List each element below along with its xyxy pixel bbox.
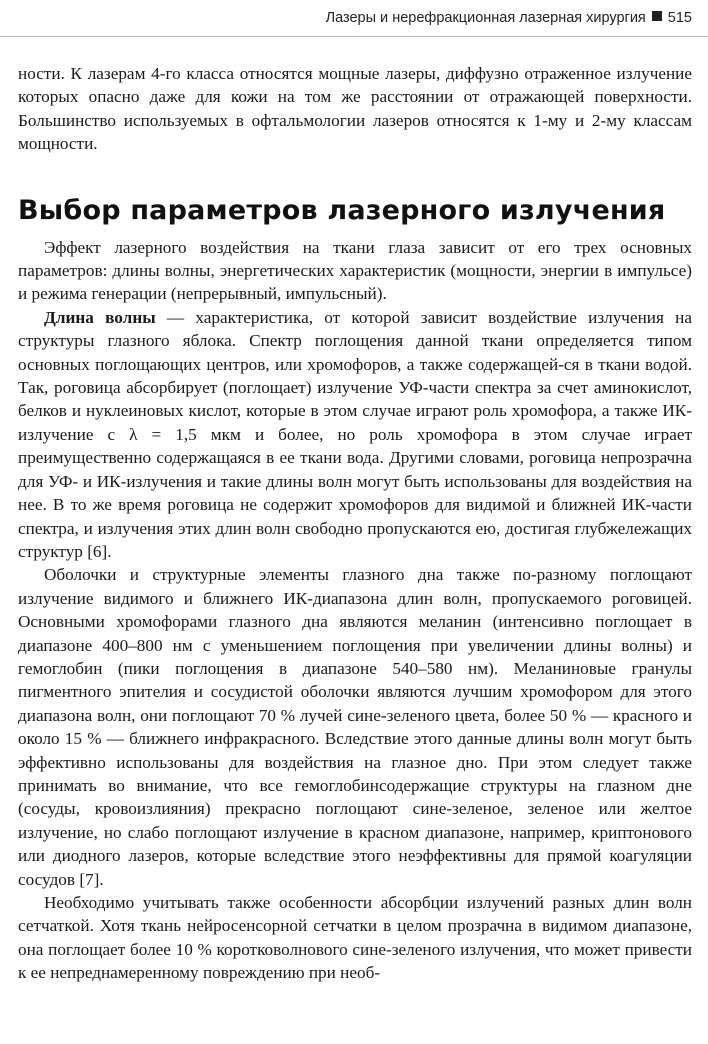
running-header xyxy=(326,10,692,26)
paragraph-retina: Необходимо учитывать также особенности абсорбции излучений разных длин волн сетчаткой. Хотя ткань нейросенсорной сетчатки в целом прозрачна в видимом диапазоне, она поглощает более 10 % коротковолнового сине-зеленого излучения, что может привести к ее непреднамеренному повреждению при необ- xyxy=(18,893,692,983)
paragraph-wavelength-text: — характеристика, от которой зависит воздействие излучения на структуры глазного яблока. Спектр поглощения данной ткани определяется типом основных поглощающих центров, или хромофоров, а также содержащей-ся в ткани водой. Так, роговица абсорбирует (поглощает) излучение УФ-части спектра за счет аминокислот, белков и нуклеиновых кислот, которые в этом случае играют роль хромофора, а также ИК-излучение с λ = 1,5 мкм и более, но роль хромофора в этом случае играет преимущественно содержащаяся в ее ткани вода. Другими словами, роговица непрозрачна для УФ- и ИК-излучения и такие длины волн могут быть использованы для воздействия на нее. В то же время роговица не содержит хромофоров для видимой и ближней ИК-части спектра, и излучения этих длин волн свободно пропускаются ею, достигая глубжележащих структур [6]. xyxy=(18,307,692,561)
header-divider xyxy=(0,36,708,37)
page-number: 515 xyxy=(667,10,692,26)
paragraph-fundus: Оболочки и структурные элементы глазного дна также по-разному поглощают излучение видимого и ближнего ИК-диапазона длин волн, пропускаемого роговицей. Основными хромофорами глазного дна являются меланин (интенсивно поглощает в диапазоне 400–800 нм с уменьшением поглощения при увеличении длины волны) и гемоглобин (пики поглощения в диапазоне 540–580 нм). Меланиновые гранулы пигментного эпителия и сосудистой оболочки являются лучшим хромофором для этого диапазона волн, они поглощают 70 % лучей сине-зеленого цвета, более 50 % — красного и около 15 % — ближнего инфракрасного. Вследствие этого данные длины волн могут быть эффективно использованы для воздействия на глазное дно. При этом следует также принимать во внимание, что все гемоглобинсодержащие структуры на глазном дне (сосуды, кровоизлияния) прекрасно поглощают сине-зеленое, зеленое или желтое излучение, но слабо поглощают излучение в красном диапазоне, например, криптонового или диодного лазеров, которые вследствие этого неэффективны для прямой коагуляции сосудов [7]. xyxy=(18,565,692,889)
intro-paragraph: ности. К лазерам 4-го класса относятся мощные лазеры, диффузно отраженное излучение которых опасно даже для кожи на том же расстоянии от отражающей поверхности. Большинство используемых в офтальмологии лазеров относятся к 1-му и 2-му классам мощности. xyxy=(18,64,692,154)
paragraph-parameters: Эффект лазерного воздействия на ткани глаза зависит от его трех основных параметров: длины волны, энергетических характеристик (мощности, энергии в импульсе) и режима генерации (непрерывный, импульсный). xyxy=(18,237,692,304)
section-title: Выбор параметров лазерного излучения xyxy=(18,194,666,226)
page-body xyxy=(18,62,692,985)
term-wavelength: Длина волны xyxy=(44,307,156,327)
running-title: Лазеры и нерефракционная лазерная хирургия xyxy=(325,10,646,26)
square-bullet-icon xyxy=(652,11,662,21)
paragraph-wavelength xyxy=(18,306,692,563)
